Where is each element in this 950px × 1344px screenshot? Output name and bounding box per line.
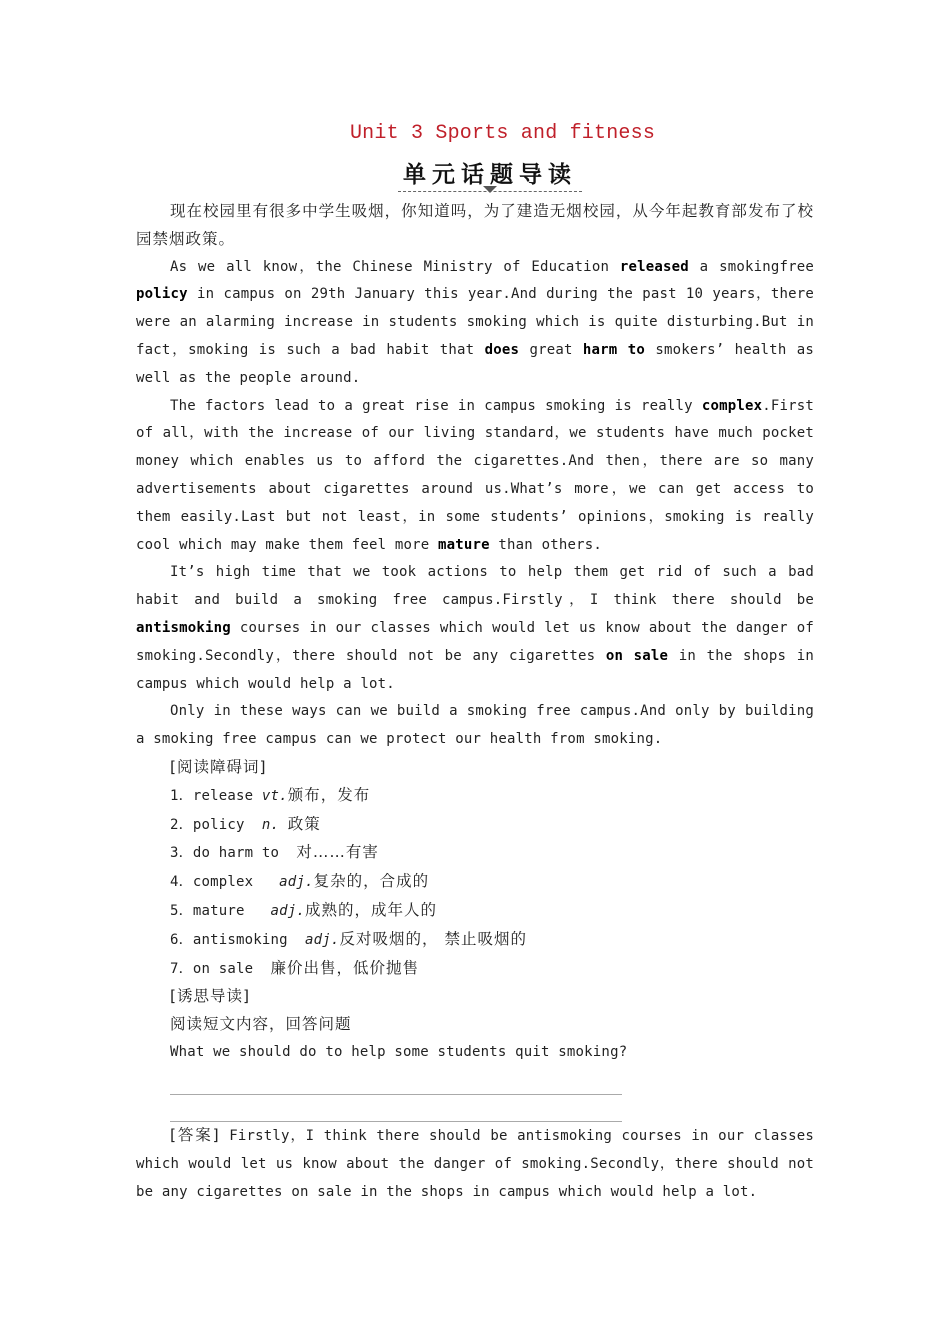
vocab-meaning: 复杂的，合成的 — [313, 872, 430, 891]
vocab-word: policy — [192, 816, 262, 833]
vocab-pos: vt. — [261, 787, 288, 804]
text-run: in the shops in campus which would help a lot. — [136, 647, 815, 692]
vocab-meaning: 成熟的，成年人的 — [305, 900, 438, 919]
paragraph-4: Only in these ways can we build a smoking free campus.And only by building a smoking free campus can we protect our health from smoking. — [136, 703, 814, 748]
vocab-item — [136, 868, 814, 897]
vocab-gap — [279, 817, 288, 833]
vocab-number: 2． — [170, 816, 193, 833]
vocab-word: complex — [192, 874, 280, 891]
text-run: a smokingfree — [688, 258, 814, 275]
paragraph-2 — [136, 393, 814, 560]
keyword-on-sale: on sale — [605, 647, 669, 664]
answer-text: Firstly，I think there should be antismoking courses in our classes which would let us know about the danger of smoking.Secondly，there should not be any cigarettes on sale in the shops in campus which would help a lot. — [136, 1128, 814, 1200]
keyword-complex: complex — [701, 397, 763, 414]
vocab-word: antismoking — [192, 931, 306, 948]
paragraph-1 — [136, 254, 814, 393]
answer-paragraph — [136, 1122, 814, 1206]
vocab-number: 1． — [170, 787, 193, 804]
vocab-meaning: 颁布，发布 — [287, 785, 371, 804]
guide-instruction: 阅读短文内容，回答问题 — [170, 1015, 352, 1034]
keyword-antismoking: antismoking — [136, 619, 231, 636]
text-run: in campus on 29th January this year.And during the past 10 years，there were an alarming increase in students smoking which is quite disturbing.But in fact，smoking is such a bad habit that — [136, 286, 814, 358]
text-run: As we all know，the Chinese Ministry of Education — [170, 258, 620, 275]
vocab-item — [136, 811, 814, 840]
intro-paragraph: 现在校园里有很多中学生吸烟，你知道吗，为了建造无烟校园，从今年起教育部发布了校园禁烟政策。 — [136, 202, 814, 248]
guide-heading: [诱思导读] — [170, 987, 251, 1006]
vocab-number: 4． — [170, 874, 193, 891]
text-run: It’s high time that we took actions to help them get rid of such a bad habit and build a smoking free campus.Firstly，I think there should be — [136, 564, 814, 609]
vocab-meaning: 对……有害 — [296, 843, 379, 862]
keyword-does: does — [484, 341, 520, 358]
vocab-item — [136, 839, 814, 868]
keyword-policy: policy — [136, 286, 188, 303]
main-text — [136, 198, 814, 1207]
paragraph-3 — [136, 559, 814, 698]
banner-arrow-icon — [483, 186, 497, 193]
vocab-item — [136, 897, 814, 926]
unit-title: Unit 3 Sports and fitness — [349, 122, 656, 145]
answer-blank-line-2[interactable] — [170, 1095, 622, 1123]
text-run: courses in our classes which would let us know about the danger of smoking.Secondly，there should not be any cigarettes — [136, 619, 814, 664]
text-run: The factors lead to a great rise in campus smoking is really — [170, 397, 702, 414]
question-text: What we should do to help some students quit smoking? — [170, 1043, 628, 1060]
vocab-number: 3． — [170, 845, 193, 862]
vocab-pos: adj. — [279, 874, 314, 891]
answer-label: [答案] — [170, 1126, 220, 1145]
vocab-meaning: 反对吸烟的， 禁止吸烟的 — [339, 929, 527, 948]
text-run: .First of all，with the increase of our living standard，we students have much pocket money which enables us to afford the cigarettes.And then，there are so many advertisements about cigarettes around us.What’s more，we can get access to them easily.Last but not least，in some students’ opinions，smoking is really cool which may make them feel more — [136, 397, 814, 553]
vocab-word: do harm to — [192, 845, 297, 862]
vocab-number: 7． — [170, 960, 193, 977]
vocab-pos: n. — [261, 816, 280, 833]
text-run: than others. — [489, 536, 602, 553]
text-run: great — [519, 341, 583, 358]
vocab-number: 5． — [170, 902, 193, 919]
vocab-number: 6． — [170, 931, 193, 948]
keyword-harm-to: harm to — [582, 341, 646, 358]
keyword-mature: mature — [438, 536, 490, 553]
vocab-heading: [阅读障碍词] — [170, 757, 267, 776]
vocab-pos: adj. — [305, 931, 340, 948]
vocab-word: mature — [192, 902, 271, 919]
section-banner: 单元话题导读 — [398, 156, 582, 192]
vocab-list — [136, 782, 814, 984]
vocab-word: release — [192, 787, 262, 804]
answer-blank-line-1[interactable] — [170, 1067, 622, 1095]
vocab-item — [136, 955, 814, 984]
vocab-meaning: 廉价出售，低价抛售 — [270, 958, 420, 977]
vocab-item — [136, 782, 814, 811]
vocab-meaning: 政策 — [287, 814, 321, 833]
vocab-item — [136, 926, 814, 955]
text-run: smokers’ health as well as the people around. — [136, 341, 815, 386]
keyword-released: released — [619, 258, 689, 275]
vocab-pos: adj. — [270, 902, 306, 919]
vocab-word: on sale — [192, 960, 271, 977]
